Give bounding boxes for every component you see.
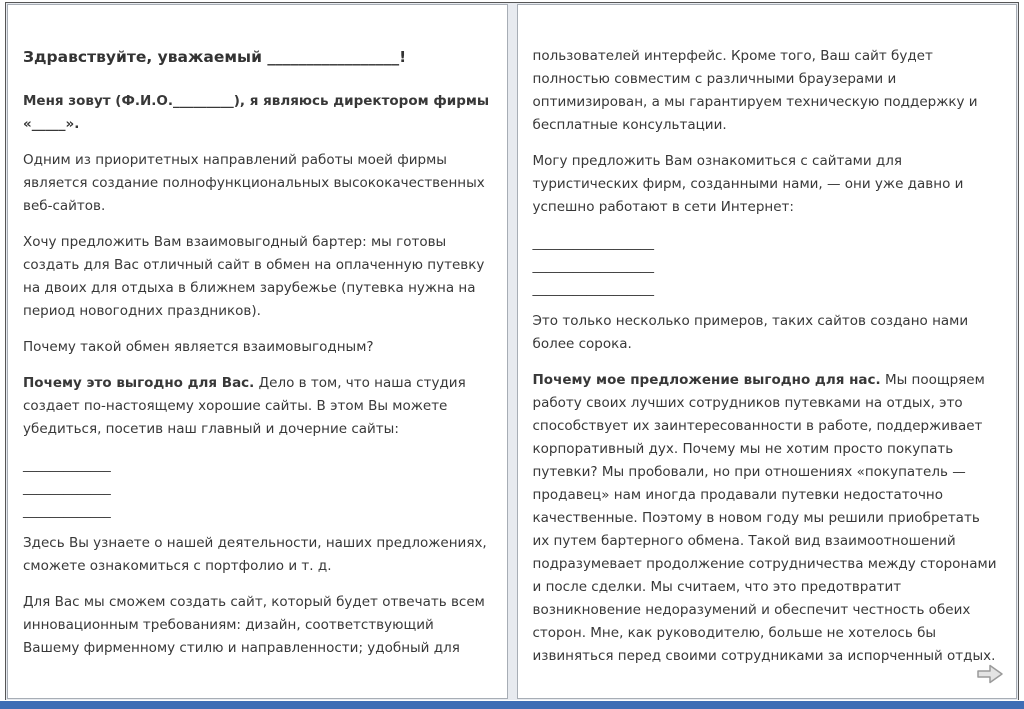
paragraph-text: Дело в том, что наша студия создает по-настоящему хорошие сайты. В этом Вы можете убедиться, посетив наш главный и дочерние сайты: <box>23 375 466 437</box>
blank-lines-group <box>533 232 1001 301</box>
paragraph-bold-lead: Почему это выгодно для Вас. <box>23 375 255 391</box>
letter-heading: Здравствуйте, уважаемый _________________! <box>23 48 407 66</box>
paragraph-text: Мы поощряем работу своих лучших сотрудников путевками на отдых, это способствует их заинтересованности в работе, поддерживает корпоративный дух. Почему мы не хотим просто покупать путевки? Мы пробовали, но при отношениях «покупатель — продавец» нам иногда продавали путевки недостаточно качественные. Поэтому в новом году мы решили приобретать их путем бартерного обмена. Такой вид взаимоотношений подразумевает продолжение сотрудничества между сторонами и после сделки. Мы считаем, что это предотвратит возникновение недоразумений и обеспечит честность обеих сторон. Мне, как руководителю, больше не хотелось бы извиняться перед своими сотрудниками за испорченный отдых. <box>532 372 997 664</box>
paragraph: Одним из приоритетных направлений работы моей фирмы является создание полнофункциональных высококачественных веб-сайтов. <box>23 152 485 214</box>
next-page-arrow-icon[interactable] <box>976 662 1004 686</box>
paragraph-mixed <box>23 372 491 441</box>
paragraph: Почему такой обмен является взаимовыгодным? <box>23 339 374 355</box>
page-left-content <box>8 5 507 660</box>
blank-line: _____________ <box>23 503 111 519</box>
intro-paragraph: Меня зовут (Ф.И.О._________), я являюсь директором фирмы «_____». <box>23 93 490 132</box>
blank-line: __________________ <box>532 235 654 251</box>
paragraph: пользователей интерфейс. Кроме того, Ваш сайт будет полностью совместим с различными браузерами и оптимизирован, а мы гарантируем техническую поддержку и бесплатные консультации. <box>532 48 978 133</box>
paragraph-mixed <box>533 369 1001 668</box>
paragraph: Это только несколько примеров, таких сайтов создано нами более сорока. <box>532 313 969 352</box>
page-right-content <box>518 5 1017 668</box>
paragraph: Хочу предложить Вам взаимовыгодный бартер: мы готовы создать для Вас отличный сайт в обмен на оплаченную путевку на двоих для отдыха в ближнем зарубежье (путевка нужна на период новогодних праздников). <box>23 234 485 319</box>
paragraph: Для Вас мы сможем создать сайт, который будет отвечать всем инновационным требованиям: дизайн, соответствующий Вашему фирменному стилю и направленности; удобный для <box>23 594 485 656</box>
blank-line: _____________ <box>23 480 111 496</box>
bottom-bar <box>0 701 1024 709</box>
blank-lines-group <box>23 454 491 523</box>
paragraph: Могу предложить Вам ознакомиться с сайтами для туристических фирм, созданными нами, — они уже давно и успешно работают в сети Интернет: <box>532 153 964 215</box>
blank-line: _____________ <box>23 457 111 473</box>
page-right <box>517 4 1018 699</box>
pages-workspace <box>5 2 1019 700</box>
blank-line: __________________ <box>532 281 654 297</box>
paragraph-bold-lead: Почему мое предложение выгодно для нас. <box>532 372 881 388</box>
blank-line: __________________ <box>532 258 654 274</box>
paragraph: Здесь Вы узнаете о нашей деятельности, наших предложениях, сможете ознакомиться с портфолио и т. д. <box>23 535 487 574</box>
page-left <box>7 4 508 699</box>
